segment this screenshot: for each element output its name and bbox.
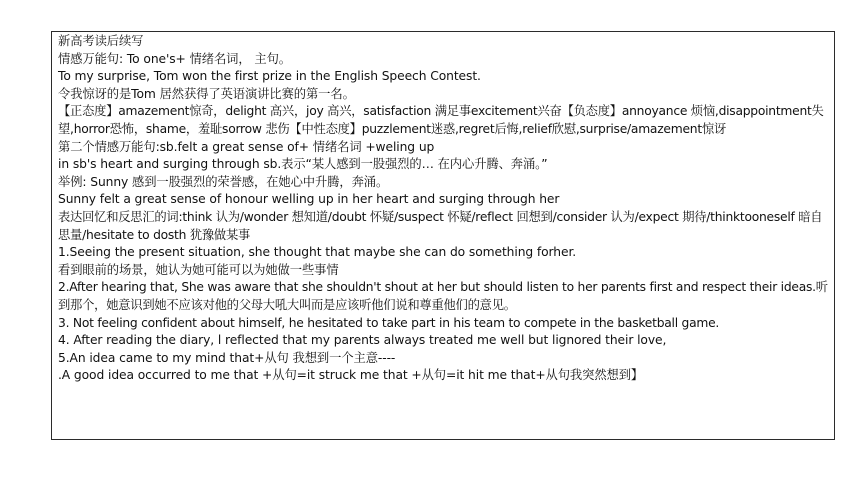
text-line: 第二个情感万能句:sb.felt a great sense of+ 情绪名词 +weling up (58, 139, 435, 154)
text-line: 举例: Sunny 感到一股强烈的荣誉感，在她心中升腾，奔涌。 (58, 174, 389, 189)
text-line: Sunny felt a great sense of honour welling up in her heart and surging through her (58, 192, 560, 207)
notes-text-box (51, 31, 835, 440)
text-line: in sb's heart and surging through sb.表示“某人感到一股强烈的… 在内心升腾、奔涌。” (58, 157, 548, 172)
text-line: 4. After reading the diary, l reflected that my parents always treated me well but lignored their love, (58, 333, 667, 348)
text-line: 【正态度】amazement惊奇，delight 高兴，joy 高兴，satisfaction 满足事excitement兴奋【负态度】annoyance 烦恼,disappointment失望,horror恐怖，shame，羞耻sorrow 悲伤【中性态度】puzzlement迷惑,regret后悔,relief欣慰,surprise/amazement惊讶 (58, 104, 824, 136)
text-line: 1.Seeing the present situation, she thought that maybe she can do something forher. (58, 245, 577, 260)
text-line: 看到眼前的场景，她认为她可能可以为她做一些事情 (58, 262, 339, 277)
text-line: 表达回忆和反思汇的词:think 认为/wonder 想知道/doubt 怀疑/suspect 怀疑/reflect 回想到/consider 认为/expect 期待/thinktooneself 暗自思量/hesitate to dosth 犹豫做某事 (58, 209, 823, 242)
text-line: 5.An idea came to my mind that+从句 我想到一个主意---- (58, 350, 396, 365)
text-line: 3. Not feeling confident about himself, he hesitated to take part in his team to compete in the basketball game. (58, 315, 720, 330)
text-line: 情感万能句: To one's+ 情绪名词， 主句。 (58, 51, 291, 66)
text-line: To my surprise, Tom won the first prize in the English Speech Contest. (58, 69, 481, 84)
text-line: 2.After hearing that, She was aware that she shouldn't shout at her but should listen to her parents first and respect their ideas.听到那个，她意识到她不应该对他的父母大吼大叫而是应该听他们说和尊重他们的意见。 (58, 280, 828, 312)
heading-line: 新高考读后续写 (58, 34, 144, 48)
text-line: 令我惊讶的是Tom 居然获得了英语演讲比赛的第一名。 (58, 86, 355, 101)
text-line: .A good idea occurred to me that +从句=it struck me that +从句=it hit me that+从句我突然想到】 (58, 368, 644, 383)
